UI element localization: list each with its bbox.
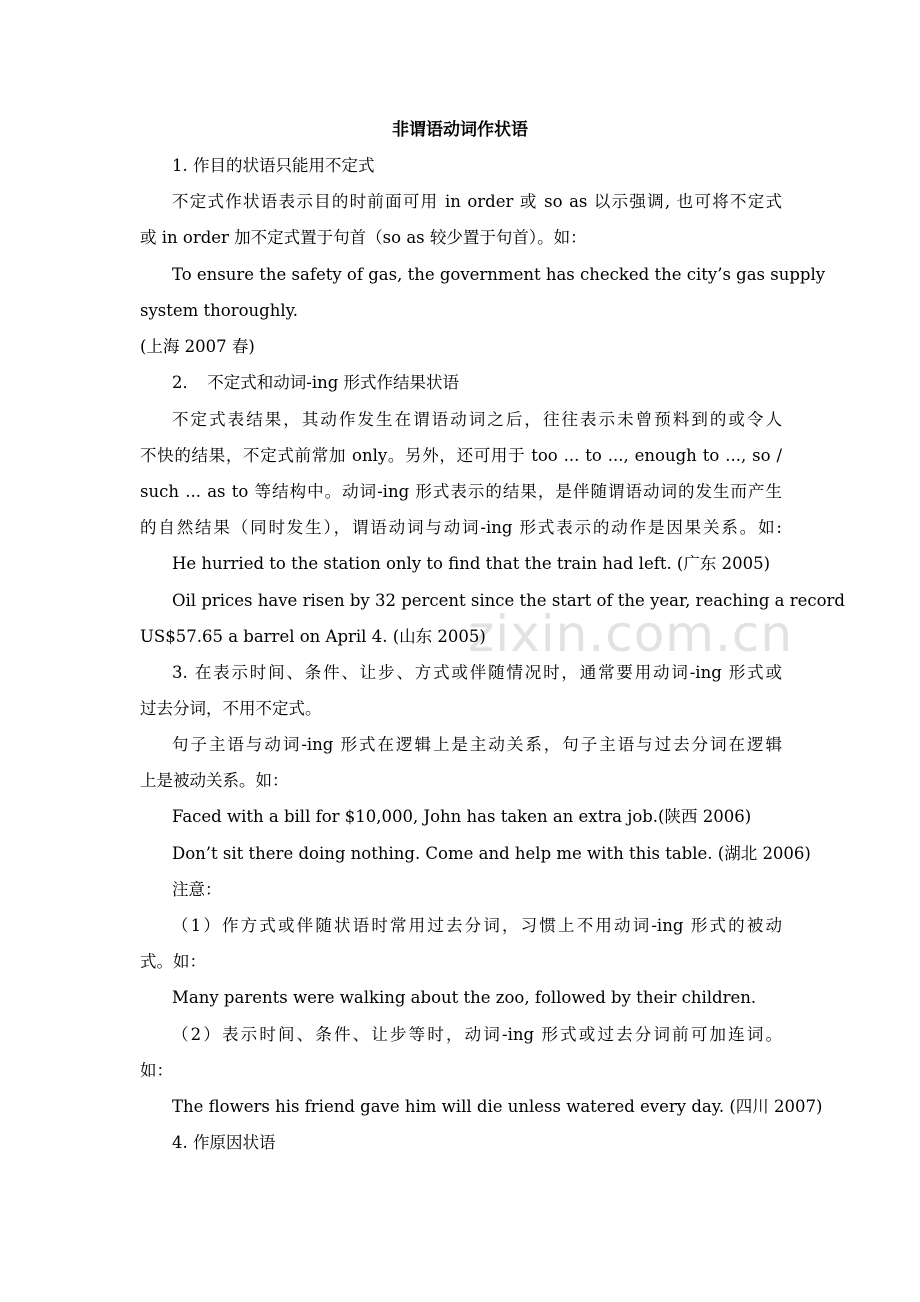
paragraph-line: 的自然结果（同时发生），谓语动词与动词-ing 形式表示的动作是因果关系。如: [140,518,782,537]
watermark: zixin.com.cn [468,605,794,663]
note-item: （2）表示时间、条件、让步等时，动词-ing 形式或过去分词前可加连词。 [172,1025,782,1044]
note-item: 如： [140,1061,173,1080]
paragraph-line: 过去分词，不用不定式。 [140,699,322,718]
note-label: 注意： [172,880,222,899]
heading-3: 3. 在表示时间、条件、让步、方式或伴随情况时，通常要用动词-ing 形式或 [172,663,782,682]
note-item: 式。如： [140,952,206,971]
paragraph-line: 上是被动关系。如： [140,771,289,790]
heading-2: 2． 不定式和动词-ing 形式作结果状语 [172,373,460,392]
example-sentence: US$57.65 a barrel on April 4. (山东 2005) [140,627,486,646]
paragraph-line: 句子主语与动词-ing 形式在逻辑上是主动关系，句子主语与过去分词在逻辑 [172,735,782,754]
heading-1: 1. 作目的状语只能用不定式 [172,156,375,175]
example-sentence: Oil prices have risen by 32 percent since the start of the year, reaching a record [172,591,845,610]
paragraph-line: 不定式作状语表示目的时前面可用 in order 或 so as 以示强调, 也可将不定式 [172,192,782,211]
heading-4: 4. 作原因状语 [172,1133,276,1152]
paragraph-line: such ... as to 等结构中。动词-ing 形式表示的结果，是伴随谓语动词的发生而产生 [140,482,782,501]
paragraph-line: 或 in order 加不定式置于句首（so as 较少置于句首）。如： [140,228,587,247]
example-sentence: He hurried to the station only to find that the train had left. (广东 2005) [172,554,771,573]
example-sentence: To ensure the safety of gas, the government has checked the city’s gas supply [172,265,826,284]
note-item: （1）作方式或伴随状语时常用过去分词，习惯上不用动词-ing 形式的被动 [172,916,782,935]
paragraph-line: 不定式表结果，其动作发生在谓语动词之后，往往表示未曾预料到的或令人 [172,410,782,429]
paragraph-line: 不快的结果，不定式前常加 only。另外，还可用于 too ... to ..., enough to ..., so / [140,446,782,465]
source-note: (上海 2007 春) [140,337,255,356]
example-sentence: The flowers his friend gave him will die unless watered every day. (四川 2007) [172,1097,823,1116]
example-sentence: Faced with a bill for $10,000, John has taken an extra job.(陕西 2006) [172,807,752,826]
example-sentence: system thoroughly. [140,301,299,320]
document-title: 非谓语动词作状语 [392,120,528,140]
example-sentence: Many parents were walking about the zoo, followed by their children. [172,988,757,1007]
example-sentence: Don’t sit there doing nothing. Come and help me with this table. (湖北 2006) [172,844,811,863]
